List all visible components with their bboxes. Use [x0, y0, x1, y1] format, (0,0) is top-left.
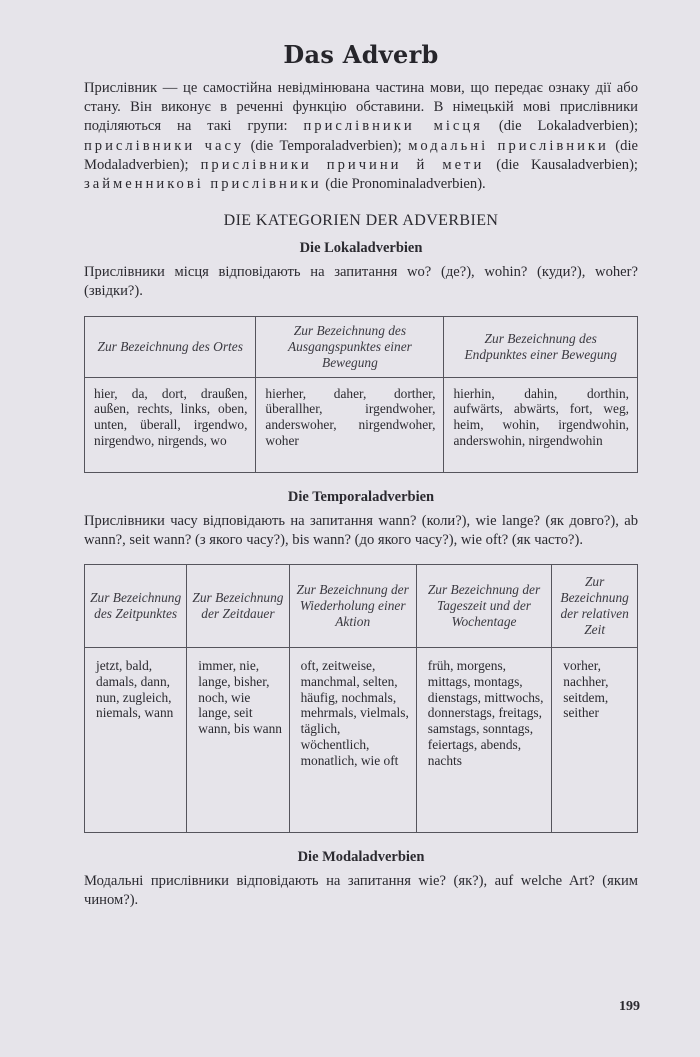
table-cell: hierher, daher, dorther, überallher, irgendwoher, anderswoher, nirgendwoher, woher: [256, 377, 444, 472]
group-term-local-de: (die Lokaladverbien);: [482, 118, 638, 135]
table-header: Zur Bezeichnung der Zeitdauer: [187, 565, 289, 648]
group-term-pronominal: займенникові прислівники: [84, 176, 322, 193]
table-header-row: [85, 316, 638, 377]
table-row: [85, 648, 638, 833]
table-cell: hier, da, dort, draußen, außen, rechts, links, oben, unten, überall, irgendwo, nirgendwo, nirgends, wo: [85, 377, 256, 472]
group-term-temporal: прислівники часу: [84, 137, 245, 154]
table-header: Zur Bezeichnung des Endpunktes einer Bewegung: [444, 316, 638, 377]
table-cell: jetzt, bald, damals, dann, nun, zugleich, niemals, wann: [85, 648, 187, 833]
table-cell: früh, morgens, mittags, montags, dienstags, mittwochs, donnerstags, freitags, samstags, sonntags, feiertags, abends, nachts: [416, 648, 551, 833]
group-term-modal-de: (die Modaladverbien);: [84, 137, 638, 173]
modal-heading: Die Modaladverbien: [297, 849, 425, 866]
table-header: Zur Bezeichnung des Zeitpunktes: [85, 565, 187, 648]
temporal-table: [84, 564, 638, 833]
table-cell: immer, nie, lange, bisher, noch, wie lange, seit wann, bis wann: [187, 648, 289, 833]
section-heading: DIE KATEGORIEN DER ADVERBIEN: [223, 212, 499, 230]
group-term-temporal-de: (die Temporaladverbien);: [244, 137, 409, 154]
textbook-page: [84, 40, 638, 910]
table-cell: oft, zeitweise, manchmal, selten, häufig, nochmals, mehrmals, vielmals, täglich, wöchentlich, monatlich, wie oft: [289, 648, 416, 833]
lokal-table: [84, 316, 638, 473]
group-term-causal-de: (die Kausaladverbien);: [484, 156, 638, 173]
table-cell: hierhin, dahin, dorthin, aufwärts, abwärts, fort, weg, heim, wohin, irgendwohin, anderswohin, nirgendwohin: [444, 377, 638, 472]
table-header: Zur Bezeichnung des Ausgangspunktes einer Bewegung: [256, 316, 444, 377]
table-header: Zur Bezeichnung der relativen Zeit: [552, 565, 638, 648]
temporal-heading: Die Temporaladverbien: [287, 488, 435, 505]
temporal-description: Прислівники часу відповідають на запитання wann? (коли?), wie lange? (як довго?), ab wann?, seit wann? (з якого часу?), bis wann? (до якого часу?), wie oft? (як часто?).: [84, 512, 638, 548]
table-cell: vorher, nachher, seitdem, seither: [552, 648, 638, 833]
table-row: [85, 377, 638, 472]
lokal-description: Прислівники місця відповідають на запитання wo? (де?), wohin? (куди?), woher? (звідки?).: [84, 264, 638, 300]
intro-paragraph: [84, 79, 638, 194]
group-term-pronominal-de: (die Pronominaladverbien).: [321, 176, 486, 193]
group-term-local: прислівники місця: [303, 118, 483, 135]
page-number: 199: [619, 999, 640, 1014]
table-header: Zur Bezeichnung der Wiederholung einer Aktion: [289, 565, 416, 648]
intro-text: Прислівник — це самостійна невідмінювана частина мови, що передає ознаку дії або стану. Він виконує в реченні функцію обставини. В німецькій мові прислівники поділяються на такі групи:: [84, 80, 638, 135]
page-title: Das Adverb: [283, 40, 439, 69]
group-term-causal: прислівники причини й мети: [200, 156, 485, 173]
modal-description: Модальні прислівники відповідають на запитання wie? (як?), auf welche Art? (яким чином?).: [84, 873, 638, 909]
group-term-modal: модальні прислівники: [408, 137, 609, 154]
table-header: Zur Bezeichnung des Ortes: [85, 316, 256, 377]
lokal-heading: Die Lokaladverbien: [299, 240, 423, 257]
table-header-row: [85, 565, 638, 648]
table-header: Zur Bezeichnung der Tageszeit und der Wochentage: [416, 565, 551, 648]
